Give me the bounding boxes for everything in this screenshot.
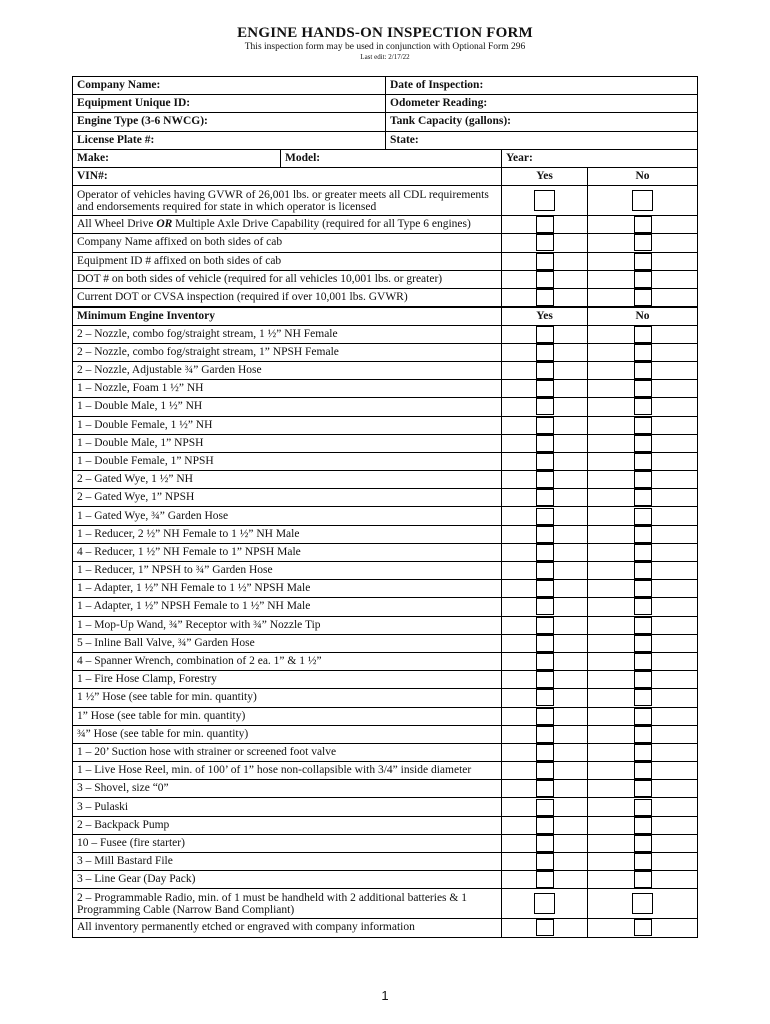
no-cell (588, 616, 698, 634)
no-checkbox[interactable] (634, 744, 652, 761)
yes-checkbox[interactable] (536, 780, 554, 797)
no-cell (588, 598, 698, 616)
inventory-item-label: 10 – Fusee (fire starter) (73, 834, 502, 852)
no-checkbox[interactable] (634, 689, 652, 706)
inventory-row (73, 398, 698, 416)
requirement-label: Equipment ID # affixed on both sides of cab (73, 252, 502, 270)
no-cell (588, 762, 698, 780)
yes-checkbox[interactable] (536, 544, 554, 561)
yes-cell (502, 525, 588, 543)
no-checkbox[interactable] (634, 780, 652, 797)
no-checkbox[interactable] (634, 508, 652, 525)
inventory-item-label: 5 – Inline Ball Valve, ¾” Garden Hose (73, 634, 502, 652)
inventory-row (73, 725, 698, 743)
tank-capacity-field[interactable]: Tank Capacity (gallons): (386, 113, 698, 131)
model-field[interactable]: Model: (281, 149, 502, 167)
no-checkbox[interactable] (634, 671, 652, 688)
inventory-item-label: 1” Hose (see table for min. quantity) (73, 707, 502, 725)
yes-checkbox[interactable] (536, 853, 554, 870)
requirement-row (73, 288, 698, 307)
inventory-item-label: 1 – Double Male, 1” NPSH (73, 434, 502, 452)
no-checkbox[interactable] (634, 762, 652, 779)
requirement-label: Current DOT or CVSA inspection (required if over 10,001 lbs. GVWR) (73, 288, 502, 307)
yes-cell (502, 762, 588, 780)
yes-cell (502, 543, 588, 561)
yes-cell (502, 562, 588, 580)
inventory-row (73, 919, 698, 937)
no-cell (588, 853, 698, 871)
year-field[interactable]: Year: (502, 149, 698, 167)
yes-checkbox[interactable] (536, 835, 554, 852)
yes-cell (502, 689, 588, 707)
no-cell (588, 671, 698, 689)
yes-checkbox[interactable] (536, 398, 554, 415)
no-checkbox[interactable] (634, 326, 652, 343)
no-checkbox[interactable] (634, 871, 652, 888)
yes-checkbox[interactable] (536, 216, 554, 233)
no-cell (588, 834, 698, 852)
inventory-row (73, 762, 698, 780)
yes-checkbox[interactable] (536, 598, 554, 615)
inventory-item-label: 1 – Adapter, 1 ½” NH Female to 1 ½” NPSH Male (73, 580, 502, 598)
inventory-item-label: 1 – Adapter, 1 ½” NPSH Female to 1 ½” NH Male (73, 598, 502, 616)
inventory-row (73, 634, 698, 652)
requirement-label-emphasis: OR (156, 218, 173, 231)
no-cell (588, 186, 698, 216)
inventory-row (73, 343, 698, 361)
yes-cell (502, 270, 588, 288)
no-checkbox[interactable] (634, 380, 652, 397)
no-checkbox[interactable] (634, 435, 652, 452)
inventory-item-label: 1 – Reducer, 2 ½” NH Female to 1 ½” NH Male (73, 525, 502, 543)
yes-checkbox[interactable] (536, 289, 554, 306)
yes-checkbox[interactable] (536, 708, 554, 725)
inventory-row (73, 780, 698, 798)
make-field[interactable]: Make: (73, 149, 281, 167)
requirement-label: DOT # on both sides of vehicle (required for all vehicles 10,001 lbs. or greater) (73, 270, 502, 288)
inventory-item-label: 2 – Gated Wye, 1 ½” NH (73, 471, 502, 489)
yes-cell (502, 452, 588, 470)
inventory-row (73, 798, 698, 816)
requirement-label-post: Multiple Axle Drive Capability (required for all Type 6 engines) (172, 218, 471, 231)
no-checkbox[interactable] (634, 617, 652, 634)
no-cell (588, 525, 698, 543)
yes-cell (502, 598, 588, 616)
inventory-item-label: 3 – Line Gear (Day Pack) (73, 871, 502, 889)
no-checkbox[interactable] (634, 817, 652, 834)
inventory-row (73, 452, 698, 470)
yes-checkbox[interactable] (536, 799, 554, 816)
inventory-item-label: 1 – 20’ Suction hose with strainer or screened foot valve (73, 743, 502, 761)
yes-checkbox[interactable] (536, 744, 554, 761)
inventory-row (73, 834, 698, 852)
yes-column-header: Yes (502, 307, 588, 325)
inventory-item-label: 2 – Programmable Radio, min. of 1 must be handheld with 2 additional batteries & 1 Programming Cable (Narrow Band Compliant) (73, 889, 502, 919)
no-cell (588, 816, 698, 834)
inventory-row (73, 689, 698, 707)
page-number: 1 (381, 988, 389, 1003)
no-cell (588, 652, 698, 670)
yes-cell (502, 780, 588, 798)
yes-checkbox[interactable] (534, 190, 555, 211)
no-column-header: No (588, 167, 698, 185)
yes-cell (502, 634, 588, 652)
yes-cell (502, 343, 588, 361)
yes-cell (502, 834, 588, 852)
inventory-item-label: 1 – Double Female, 1 ½” NH (73, 416, 502, 434)
yes-checkbox[interactable] (536, 471, 554, 488)
no-checkbox[interactable] (634, 598, 652, 615)
no-checkbox[interactable] (634, 835, 652, 852)
requirement-row (73, 234, 698, 252)
inventory-row (73, 525, 698, 543)
inventory-row (73, 616, 698, 634)
no-cell (588, 689, 698, 707)
yes-checkbox[interactable] (536, 271, 554, 288)
inventory-row (73, 416, 698, 434)
yes-cell (502, 252, 588, 270)
no-checkbox[interactable] (634, 799, 652, 816)
yes-checkbox[interactable] (536, 234, 554, 251)
inventory-row (73, 380, 698, 398)
yes-cell (502, 853, 588, 871)
no-cell (588, 270, 698, 288)
no-checkbox[interactable] (634, 471, 652, 488)
yes-checkbox[interactable] (536, 871, 554, 888)
inventory-row (73, 434, 698, 452)
yes-cell (502, 652, 588, 670)
requirement-label: Company Name affixed on both sides of cab (73, 234, 502, 252)
inventory-item-label: ¾” Hose (see table for min. quantity) (73, 725, 502, 743)
no-checkbox[interactable] (634, 635, 652, 652)
no-cell (588, 252, 698, 270)
inventory-header-row (73, 307, 698, 325)
last-edit-date: Last edit: 2/17/22 (360, 53, 410, 61)
no-column-header: No (588, 307, 698, 325)
no-cell (588, 543, 698, 561)
yes-cell (502, 398, 588, 416)
no-checkbox[interactable] (634, 271, 652, 288)
no-cell (588, 489, 698, 507)
vin-field[interactable]: VIN#: (73, 167, 502, 185)
inventory-item-label: 2 – Nozzle, combo fog/straight stream, 1” NPSH Female (73, 343, 502, 361)
inventory-row (73, 889, 698, 919)
no-checkbox[interactable] (634, 562, 652, 579)
no-cell (588, 798, 698, 816)
inventory-heading: Minimum Engine Inventory (73, 307, 502, 325)
inventory-item-label: 1 – Live Hose Reel, min. of 100’ of 1” hose non-collapsible with 3/4” inside diameter (73, 762, 502, 780)
yes-cell (502, 580, 588, 598)
inventory-item-label: 2 – Nozzle, combo fog/straight stream, 1 ½” NH Female (73, 325, 502, 343)
no-cell (588, 725, 698, 743)
inventory-row (73, 816, 698, 834)
yes-cell (502, 216, 588, 234)
yes-checkbox[interactable] (536, 417, 554, 434)
no-checkbox[interactable] (634, 919, 652, 936)
inventory-item-label: 2 – Backpack Pump (73, 816, 502, 834)
form-title: ENGINE HANDS-ON INSPECTION FORM (237, 25, 533, 41)
inventory-row (73, 871, 698, 889)
yes-cell (502, 288, 588, 307)
yes-cell (502, 434, 588, 452)
inventory-item-label: 1 – Mop-Up Wand, ¾” Receptor with ¾” Nozzle Tip (73, 616, 502, 634)
no-cell (588, 919, 698, 937)
yes-cell (502, 234, 588, 252)
inspection-form-table (72, 76, 698, 938)
yes-cell (502, 186, 588, 216)
yes-checkbox[interactable] (536, 671, 554, 688)
inventory-row (73, 707, 698, 725)
equipment-id-field[interactable]: Equipment Unique ID: (73, 95, 386, 113)
no-cell (588, 343, 698, 361)
no-checkbox[interactable] (634, 726, 652, 743)
state-field[interactable]: State: (386, 131, 698, 149)
inventory-row (73, 489, 698, 507)
yes-cell (502, 471, 588, 489)
no-checkbox[interactable] (634, 453, 652, 470)
inventory-item-label: 1 – Gated Wye, ¾” Garden Hose (73, 507, 502, 525)
inventory-item-label: 3 – Mill Bastard File (73, 853, 502, 871)
yes-checkbox[interactable] (536, 489, 554, 506)
inventory-item-label: 4 – Reducer, 1 ½” NH Female to 1” NPSH Male (73, 543, 502, 561)
license-plate-field[interactable]: License Plate #: (73, 131, 386, 149)
yes-checkbox[interactable] (536, 326, 554, 343)
no-checkbox[interactable] (634, 853, 652, 870)
yes-cell (502, 671, 588, 689)
inventory-row (73, 671, 698, 689)
yes-cell (502, 361, 588, 379)
yes-cell (502, 380, 588, 398)
requirement-row (73, 252, 698, 270)
no-checkbox[interactable] (634, 526, 652, 543)
inventory-item-label: 2 – Nozzle, Adjustable ¾” Garden Hose (73, 361, 502, 379)
no-cell (588, 507, 698, 525)
inventory-item-label: 1 ½” Hose (see table for min. quantity) (73, 689, 502, 707)
inventory-row (73, 853, 698, 871)
inventory-item-label: All inventory permanently etched or engraved with company information (73, 919, 502, 937)
yes-cell (502, 871, 588, 889)
no-checkbox[interactable] (634, 289, 652, 306)
form-subtitle: This inspection form may be used in conjunction with Optional Form 296 (244, 42, 526, 52)
no-checkbox[interactable] (634, 234, 652, 251)
no-checkbox[interactable] (634, 216, 652, 233)
yes-checkbox[interactable] (536, 362, 554, 379)
yes-cell (502, 798, 588, 816)
date-of-inspection-field[interactable]: Date of Inspection: (386, 77, 698, 95)
yes-column-header: Yes (502, 167, 588, 185)
yes-cell (502, 325, 588, 343)
requirement-label: Operator of vehicles having GVWR of 26,001 lbs. or greater meets all CDL requirements and endorsements required for state in which operator is licensed (73, 186, 502, 216)
no-cell (588, 580, 698, 598)
requirement-row (73, 186, 698, 216)
yes-checkbox[interactable] (536, 817, 554, 834)
no-checkbox[interactable] (634, 489, 652, 506)
odometer-reading-field[interactable]: Odometer Reading: (386, 95, 698, 113)
no-cell (588, 288, 698, 307)
no-checkbox[interactable] (632, 893, 653, 914)
inventory-item-label: 1 – Fire Hose Clamp, Forestry (73, 671, 502, 689)
no-cell (588, 871, 698, 889)
requirement-label (73, 216, 502, 234)
inventory-row (73, 361, 698, 379)
yes-cell (502, 416, 588, 434)
yes-checkbox[interactable] (536, 253, 554, 270)
no-cell (588, 634, 698, 652)
yes-checkbox[interactable] (536, 380, 554, 397)
requirement-label-pre: All Wheel Drive (77, 218, 157, 231)
yes-checkbox[interactable] (536, 617, 554, 634)
inventory-item-label: 1 – Double Female, 1” NPSH (73, 452, 502, 470)
inventory-row (73, 743, 698, 761)
yes-cell (502, 919, 588, 937)
requirement-row (73, 216, 698, 234)
inventory-row (73, 580, 698, 598)
no-checkbox[interactable] (634, 362, 652, 379)
inventory-item-label: 3 – Shovel, size “0” (73, 780, 502, 798)
inventory-item-label: 1 – Nozzle, Foam 1 ½” NH (73, 380, 502, 398)
no-checkbox[interactable] (634, 708, 652, 725)
yes-cell (502, 489, 588, 507)
inventory-row (73, 325, 698, 343)
company-name-field[interactable]: Company Name: (73, 77, 386, 95)
no-cell (588, 380, 698, 398)
no-checkbox[interactable] (634, 253, 652, 270)
engine-type-field[interactable]: Engine Type (3-6 NWCG): (73, 113, 386, 131)
inventory-row (73, 471, 698, 489)
yes-cell (502, 707, 588, 725)
no-checkbox[interactable] (634, 544, 652, 561)
inventory-item-label: 4 – Spanner Wrench, combination of 2 ea. 1” & 1 ½” (73, 652, 502, 670)
no-cell (588, 471, 698, 489)
inventory-item-label: 3 – Pulaski (73, 798, 502, 816)
no-cell (588, 780, 698, 798)
no-checkbox[interactable] (634, 417, 652, 434)
inventory-item-label: 1 – Double Male, 1 ½” NH (73, 398, 502, 416)
yes-cell (502, 816, 588, 834)
no-cell (588, 434, 698, 452)
no-cell (588, 398, 698, 416)
inventory-item-label: 2 – Gated Wye, 1” NPSH (73, 489, 502, 507)
no-cell (588, 234, 698, 252)
yes-checkbox[interactable] (536, 526, 554, 543)
yes-checkbox[interactable] (536, 562, 554, 579)
inventory-row (73, 562, 698, 580)
yes-checkbox[interactable] (536, 435, 554, 452)
yes-cell (502, 725, 588, 743)
inventory-row (73, 598, 698, 616)
yes-checkbox[interactable] (536, 919, 554, 936)
yes-checkbox[interactable] (536, 580, 554, 597)
no-cell (588, 452, 698, 470)
requirement-row (73, 270, 698, 288)
no-cell (588, 416, 698, 434)
yes-checkbox[interactable] (536, 508, 554, 525)
no-checkbox[interactable] (634, 580, 652, 597)
no-checkbox[interactable] (634, 398, 652, 415)
no-cell (588, 361, 698, 379)
no-checkbox[interactable] (632, 190, 653, 211)
inventory-item-label: 1 – Reducer, 1” NPSH to ¾” Garden Hose (73, 562, 502, 580)
yes-cell (502, 743, 588, 761)
yes-checkbox[interactable] (534, 893, 555, 914)
yes-checkbox[interactable] (536, 689, 554, 706)
no-cell (588, 562, 698, 580)
yes-cell (502, 616, 588, 634)
inventory-row (73, 543, 698, 561)
yes-cell (502, 889, 588, 919)
no-cell (588, 325, 698, 343)
yes-checkbox[interactable] (536, 635, 554, 652)
no-cell (588, 889, 698, 919)
no-checkbox[interactable] (634, 344, 652, 361)
no-cell (588, 707, 698, 725)
yes-checkbox[interactable] (536, 726, 554, 743)
no-cell (588, 216, 698, 234)
no-checkbox[interactable] (634, 653, 652, 670)
yes-checkbox[interactable] (536, 453, 554, 470)
yes-checkbox[interactable] (536, 344, 554, 361)
no-cell (588, 743, 698, 761)
inventory-row (73, 507, 698, 525)
yes-cell (502, 507, 588, 525)
yes-checkbox[interactable] (536, 762, 554, 779)
inventory-row (73, 652, 698, 670)
yes-checkbox[interactable] (536, 653, 554, 670)
